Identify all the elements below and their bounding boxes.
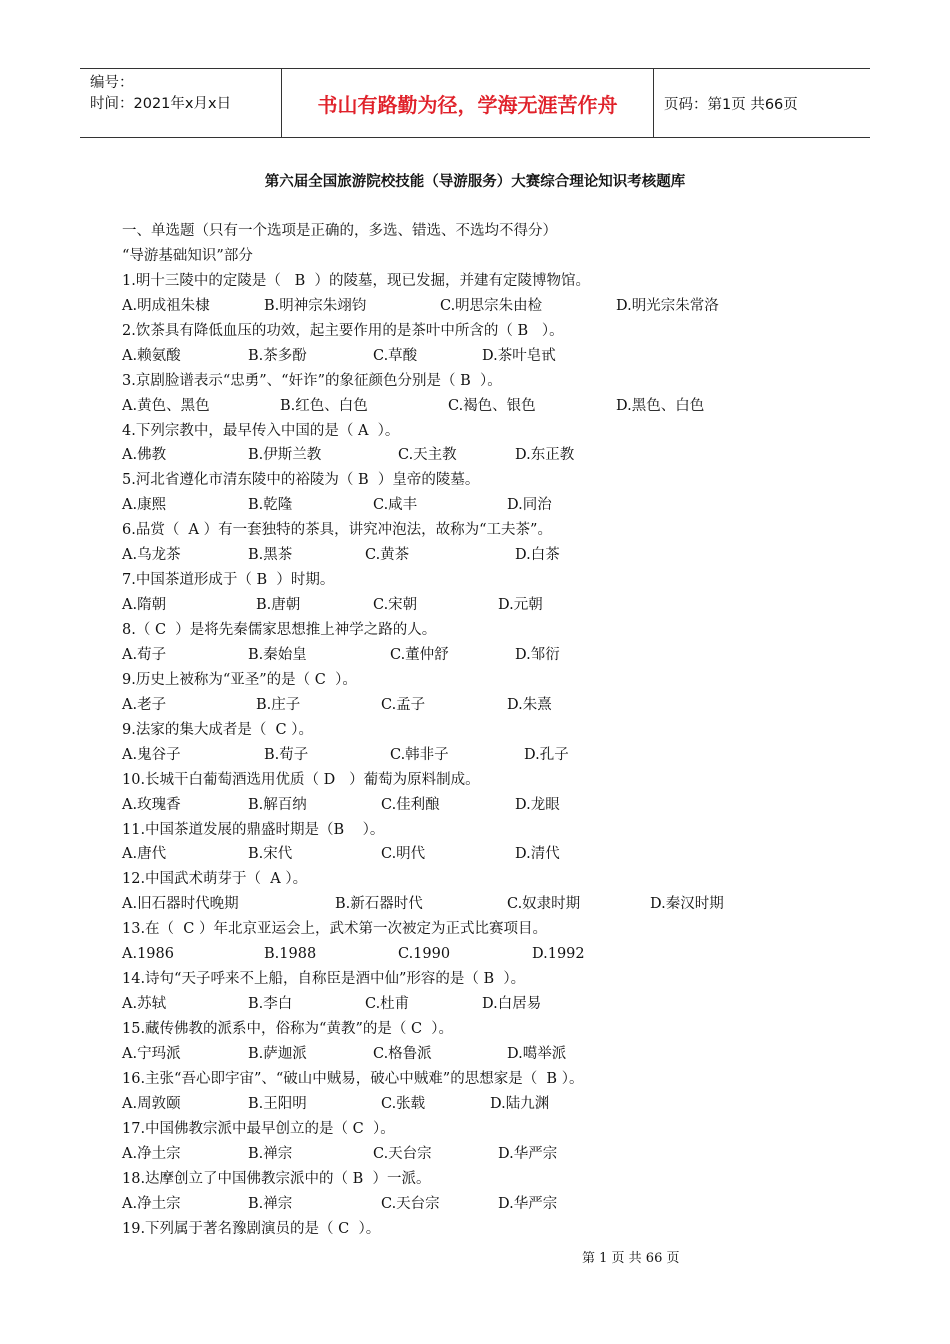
option-c: C.褐色、银色 [448,397,536,414]
option-d: D.孔子 [524,746,569,763]
options-row [122,493,862,518]
option-c: C.1990 [398,946,451,963]
option-d: D.噶举派 [507,1045,567,1062]
option-d: D.清代 [515,846,560,863]
options-row [122,643,862,668]
header-page-info: 页码：第1页 共66页 [664,96,798,113]
option-b: B.黑茶 [248,547,293,564]
question-text: 14.诗句“天子呼来不上船，自称臣是酒中仙”形容的是（ B ）。 [122,971,526,988]
question-text: 1.明十三陵中的定陵是（ B ）的陵墓，现已发掘，并建有定陵博物馆。 [122,272,591,289]
header-motto: 书山有路勤为径，学海无涯苦作舟 [282,69,654,137]
options-row [122,1192,862,1217]
question-text: 9.法家的集大成者是（ C ）。 [122,721,314,738]
options-row [122,394,862,419]
option-b: B.明神宗朱翊钧 [264,297,367,314]
option-d: D.秦汉时期 [650,896,724,913]
question-text: 8.（ C ）是将先秦儒家思想推上神学之路的人。 [122,622,437,638]
options-row [122,793,862,818]
option-c: C.草酸 [373,347,418,364]
option-d: D.白茶 [515,547,560,564]
option-d: D.同治 [507,497,552,514]
option-c: C.宋朝 [373,597,418,614]
option-b: B.庄子 [256,696,301,713]
option-a: A.荀子 [122,646,167,663]
question-text: 7.中国茶道形成于（ B ）时期。 [122,572,335,589]
option-a: A.鬼谷子 [122,746,181,763]
question-text: 4.下列宗教中，最早传入中国的是（ A ）。 [122,422,400,439]
option-a: A.康熙 [122,497,167,514]
option-d: D.茶叶皂甙 [482,347,556,364]
option-b: B.禅宗 [248,1145,293,1162]
options-row [122,992,862,1017]
option-c: C.孟子 [381,696,426,713]
options-row [122,743,862,768]
option-b: B.王阳明 [248,1095,307,1112]
question-text: 12.中国武术萌芽于（ A ）。 [122,871,308,888]
option-a: A.净土宗 [122,1145,181,1162]
option-a: A.唐代 [122,846,167,863]
option-d: D.华严宗 [498,1145,558,1162]
question-text: 13.在（ C ）年北京亚运会上，武术第一次被定为正式比赛项目。 [122,921,547,938]
option-c: C.咸丰 [373,497,418,514]
option-d: D.陆九渊 [490,1095,550,1112]
question-text: 17.中国佛教宗派中最早创立的是（ C ）。 [122,1120,395,1137]
document-title: 第六届全国旅游院校技能（导游服务）大赛综合理论知识考核题库 [264,174,686,190]
option-b: B.禅宗 [248,1195,293,1212]
option-b: B.1988 [264,946,317,963]
document-date: 时间：2021年x月x日 [90,96,232,112]
option-b: B.茶多酚 [248,347,307,364]
question-list [122,219,862,1241]
option-c: C.奴隶时期 [507,896,581,913]
option-b: B.新石器时代 [335,896,423,913]
option-a: A.赖氨酸 [122,347,181,364]
question-text: 15.藏传佛教的派系中，俗称为“黄教”的是（ C ）。 [122,1021,454,1037]
question-text: 16.主张“吾心即宇宙”、“破山中贼易，破心中贼难”的思想家是（ B ）。 [122,1070,584,1087]
option-b: B.解百纳 [248,796,307,813]
document-number-label: 编号： [90,75,134,91]
options-row [122,294,862,319]
options-row [122,1092,862,1117]
option-a: A.明成祖朱棣 [122,297,210,314]
options-row [122,1142,862,1167]
option-d: D.白居易 [482,996,542,1013]
options-row [122,1042,862,1067]
option-a: A.黄色、黑色 [122,397,210,414]
question-text: 9.历史上被称为“亚圣”的是（ C ）。 [122,671,357,688]
header-meta [80,69,282,137]
option-c: C.张载 [381,1095,426,1112]
option-b: B.李白 [248,996,293,1013]
option-c: C.董仲舒 [390,646,449,663]
option-d: D.华严宗 [498,1195,558,1212]
option-a: A.旧石器时代晚期 [122,896,239,913]
option-c: C.明代 [381,846,426,863]
option-c: C.天主教 [398,447,457,464]
option-b: B.荀子 [264,746,309,763]
option-c: C.黄茶 [365,547,410,564]
option-d: D.朱熹 [507,696,552,713]
option-d: D.龙眼 [515,796,560,813]
options-row [122,443,862,468]
option-b: B.乾隆 [248,497,293,514]
option-c: C.天台宗 [381,1195,440,1212]
question-text: 2.饮茶具有降低血压的功效，起主要作用的是茶叶中所含的（ B ）。 [122,322,564,339]
option-d: D.明光宗朱常洛 [616,297,719,314]
question-text: 3.京剧脸谱表示“忠勇”、“奸诈”的象征颜色分别是（ B ）。 [122,372,502,389]
option-a: A.乌龙茶 [122,547,181,564]
options-row [122,842,862,867]
question-text: 10.长城干白葡萄酒选用优质（ D ）葡萄为原料制成。 [122,771,480,788]
option-a: A.净土宗 [122,1195,181,1212]
question-text: 18.达摩创立了中国佛教宗派中的（ B ）一派。 [122,1170,431,1187]
option-b: B.萨迦派 [248,1045,307,1062]
option-b: B.秦始皇 [248,646,307,663]
option-c: C.格鲁派 [373,1045,432,1062]
option-d: D.邹衍 [515,646,560,663]
section-heading: 一、单选题（只有一个选项是正确的，多选、错选、不选均不得分） [122,223,557,239]
option-a: A.1986 [122,946,174,963]
option-d: D.元朝 [498,597,543,614]
page-footer: 第 1 页 共 66 页 [582,1251,680,1266]
option-a: A.老子 [122,696,167,713]
option-d: D.东正教 [515,447,575,464]
options-row [122,693,862,718]
option-a: A.苏轼 [122,996,167,1013]
option-b: B.红色、白色 [280,397,368,414]
options-row [122,892,862,917]
option-a: A.宁玛派 [122,1045,181,1062]
options-row [122,543,862,568]
options-row [122,344,862,369]
options-row [122,593,862,618]
option-a: A.玫瑰香 [122,796,181,813]
option-c: C.韩非子 [390,746,449,763]
option-c: C.杜甫 [365,996,410,1013]
question-text: 5.河北省遵化市清东陵中的裕陵为（ B ）皇帝的陵墓。 [122,472,480,489]
question-text: 11.中国茶道发展的鼎盛时期是（B ）。 [122,821,385,838]
option-d: D.黑色、白色 [616,397,705,414]
option-c: C.明思宗朱由检 [440,297,543,314]
part-heading: “导游基础知识”部分 [122,247,253,264]
option-a: A.隋朝 [122,597,167,614]
option-b: B.唐朝 [256,597,301,614]
option-d: D.1992 [532,946,585,963]
option-a: A.佛教 [122,447,167,464]
question-text: 6.品赏（ A ）有一套独特的茶具，讲究冲泡法，故称为“工夫茶”。 [122,522,552,539]
option-b: B.伊斯兰教 [248,447,322,464]
options-row [122,942,862,967]
page-header [80,68,870,138]
option-c: C.佳利酿 [381,796,440,813]
option-b: B.宋代 [248,846,293,863]
option-c: C.天台宗 [373,1145,432,1162]
option-a: A.周敦颐 [122,1095,181,1112]
question-text: 19.下列属于著名豫剧演员的是（ C ）。 [122,1220,381,1237]
